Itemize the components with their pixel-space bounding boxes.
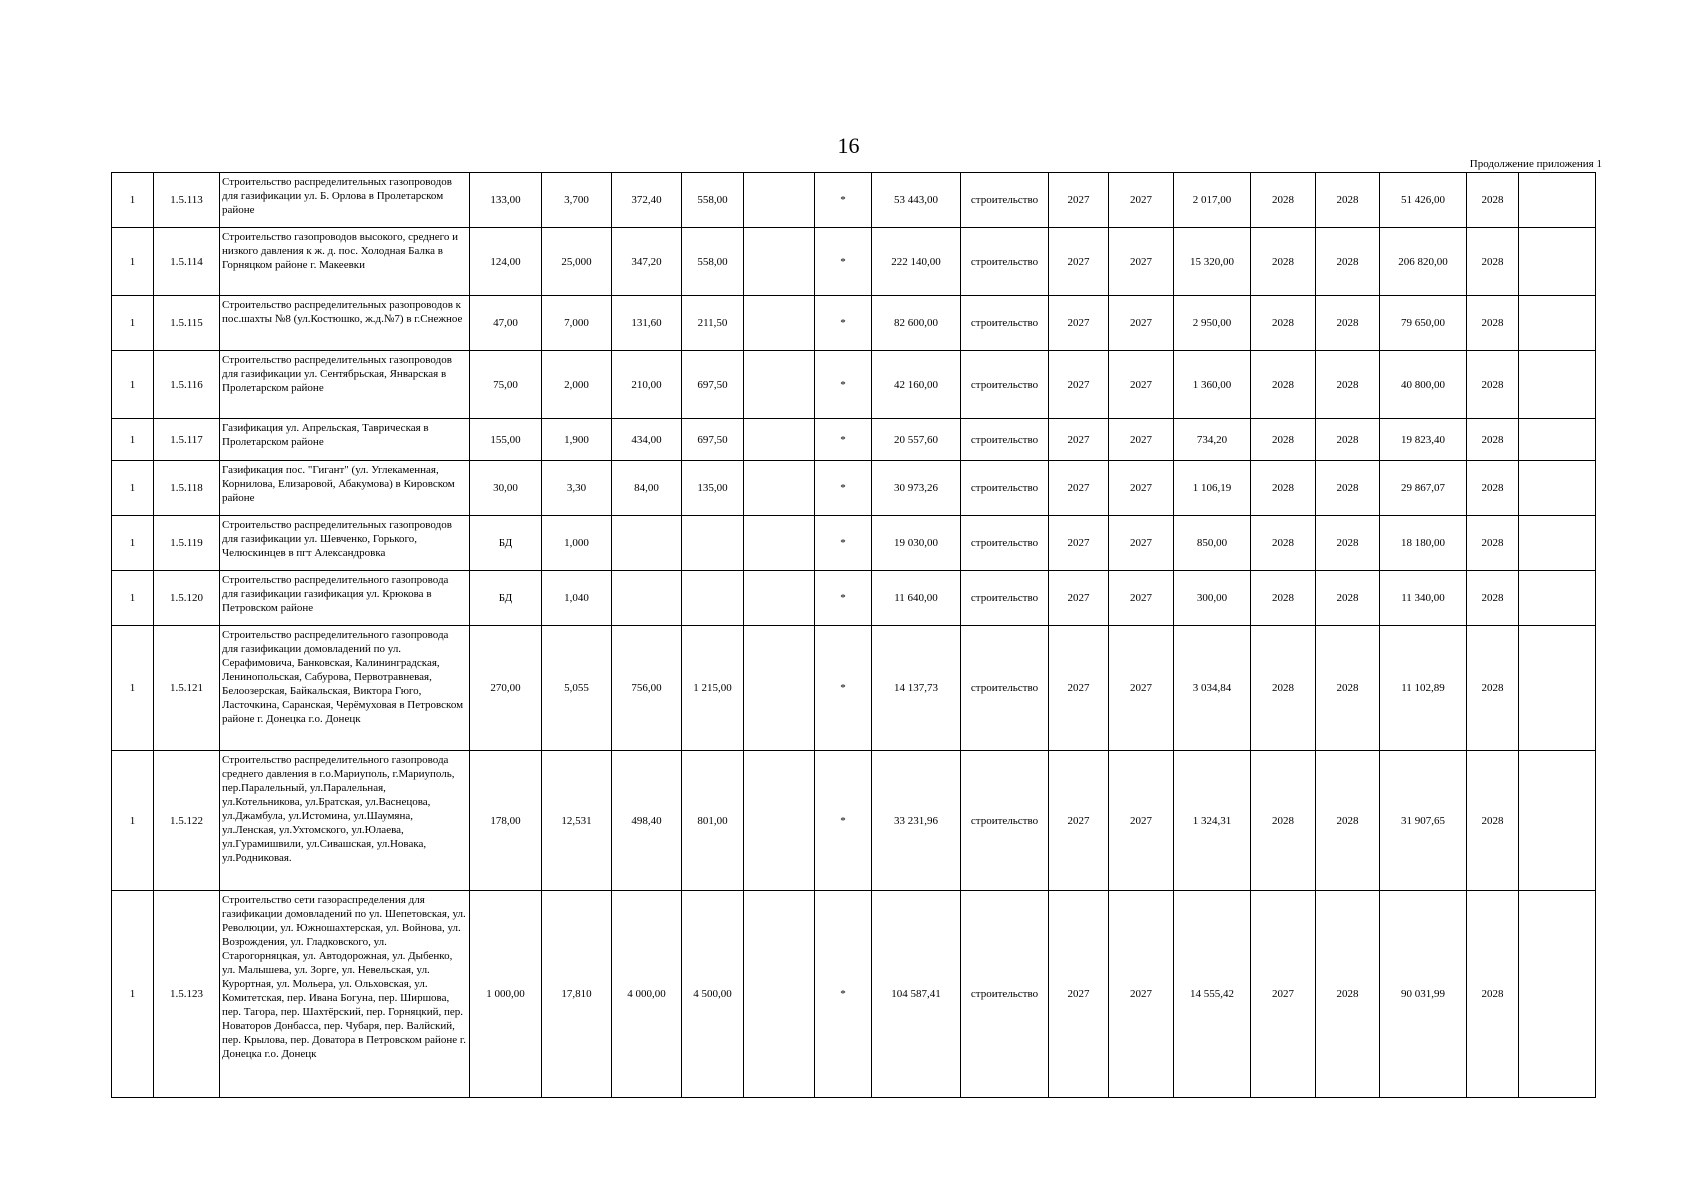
col-6-value: 210,00 <box>612 351 682 419</box>
stage-2-cost: 29 867,07 <box>1380 461 1467 516</box>
stage-1-start: 2028 <box>1251 296 1316 351</box>
remarks <box>1519 571 1596 626</box>
end-year: 2027 <box>1109 228 1174 296</box>
start-year: 2027 <box>1049 351 1109 419</box>
stage-2-cost: 90 031,99 <box>1380 891 1467 1098</box>
total-cost: 82 600,00 <box>872 296 961 351</box>
end-year: 2027 <box>1109 891 1174 1098</box>
end-year: 2027 <box>1109 751 1174 891</box>
end-year: 2027 <box>1109 173 1174 228</box>
stage-1-cost: 2 017,00 <box>1174 173 1251 228</box>
stage-1-cost: 1 106,19 <box>1174 461 1251 516</box>
completion-year: 2028 <box>1467 626 1519 751</box>
start-year: 2027 <box>1049 571 1109 626</box>
total-cost: 104 587,41 <box>872 891 961 1098</box>
col-7-value: 558,00 <box>682 173 744 228</box>
col-4-value: 155,00 <box>470 419 542 461</box>
row-index: 1 <box>112 461 154 516</box>
length-km: 17,810 <box>542 891 612 1098</box>
stage-1-cost: 1 360,00 <box>1174 351 1251 419</box>
completion-year: 2028 <box>1467 351 1519 419</box>
object-code: 1.5.120 <box>154 571 220 626</box>
work-type: строительство <box>961 461 1049 516</box>
col-4-value: 47,00 <box>470 296 542 351</box>
total-cost: 11 640,00 <box>872 571 961 626</box>
col-6-value: 372,40 <box>612 173 682 228</box>
start-year: 2027 <box>1049 419 1109 461</box>
col-4-value: 1 000,00 <box>470 891 542 1098</box>
col-7-value: 4 500,00 <box>682 891 744 1098</box>
object-description: Газификация ул. Апрельская, Таврическая в Пролетарском районе <box>220 419 470 461</box>
col-8-value <box>744 571 815 626</box>
stage-2-cost: 79 650,00 <box>1380 296 1467 351</box>
start-year: 2027 <box>1049 891 1109 1098</box>
start-year: 2027 <box>1049 516 1109 571</box>
col-8-value <box>744 626 815 751</box>
col-6-value: 498,40 <box>612 751 682 891</box>
col-8-value <box>744 461 815 516</box>
row-index: 1 <box>112 516 154 571</box>
col-6-value <box>612 516 682 571</box>
marker: * <box>815 296 872 351</box>
length-km: 1,000 <box>542 516 612 571</box>
stage-2-cost: 11 340,00 <box>1380 571 1467 626</box>
object-description: Строительство распределительного газопровода для газификации газификация ул. Крюкова в Петровском районе <box>220 571 470 626</box>
stage-1-end: 2028 <box>1316 626 1380 751</box>
work-type: строительство <box>961 571 1049 626</box>
stage-1-end: 2028 <box>1316 419 1380 461</box>
end-year: 2027 <box>1109 571 1174 626</box>
object-code: 1.5.121 <box>154 626 220 751</box>
stage-1-cost: 1 324,31 <box>1174 751 1251 891</box>
marker: * <box>815 228 872 296</box>
col-7-value: 697,50 <box>682 419 744 461</box>
total-cost: 33 231,96 <box>872 751 961 891</box>
length-km: 2,000 <box>542 351 612 419</box>
stage-1-cost: 15 320,00 <box>1174 228 1251 296</box>
stage-1-end: 2028 <box>1316 571 1380 626</box>
start-year: 2027 <box>1049 296 1109 351</box>
stage-1-start: 2028 <box>1251 516 1316 571</box>
length-km: 5,055 <box>542 626 612 751</box>
stage-1-start: 2028 <box>1251 173 1316 228</box>
table-row <box>112 419 1596 461</box>
row-index: 1 <box>112 751 154 891</box>
col-6-value: 434,00 <box>612 419 682 461</box>
stage-2-cost: 51 426,00 <box>1380 173 1467 228</box>
length-km: 3,30 <box>542 461 612 516</box>
length-km: 1,040 <box>542 571 612 626</box>
col-6-value: 131,60 <box>612 296 682 351</box>
length-km: 7,000 <box>542 296 612 351</box>
table-row <box>112 571 1596 626</box>
remarks <box>1519 296 1596 351</box>
stage-2-cost: 19 823,40 <box>1380 419 1467 461</box>
marker: * <box>815 351 872 419</box>
object-description: Строительство распределительного газопровода для газификации домовладений по ул. Серафимовича, Банковская, Калининградская, Ленинопольская, Сабурова, Первотравневая, Белоозерская, Байкальская, Виктора Гюго, Ласточкина, Саранская, Черёмуховая в Петровском районе г. Донецка г.о. Донецк <box>220 626 470 751</box>
col-6-value: 84,00 <box>612 461 682 516</box>
work-type: строительство <box>961 228 1049 296</box>
col-7-value <box>682 571 744 626</box>
stage-2-cost: 206 820,00 <box>1380 228 1467 296</box>
end-year: 2027 <box>1109 626 1174 751</box>
table-row <box>112 296 1596 351</box>
object-description: Строительство распределительных газопроводов для газификации ул. Шевченко, Горького, Челюскинцев в пгт Александровка <box>220 516 470 571</box>
stage-1-start: 2028 <box>1251 419 1316 461</box>
stage-1-start: 2028 <box>1251 228 1316 296</box>
start-year: 2027 <box>1049 626 1109 751</box>
row-index: 1 <box>112 296 154 351</box>
row-index: 1 <box>112 351 154 419</box>
start-year: 2027 <box>1049 228 1109 296</box>
stage-2-cost: 40 800,00 <box>1380 351 1467 419</box>
col-7-value: 211,50 <box>682 296 744 351</box>
stage-2-cost: 31 907,65 <box>1380 751 1467 891</box>
stage-1-end: 2028 <box>1316 228 1380 296</box>
marker: * <box>815 571 872 626</box>
work-type: строительство <box>961 296 1049 351</box>
object-description: Строительство распределительных газопроводов для газификации ул. Б. Орлова в Пролетарском районе <box>220 173 470 228</box>
stage-1-cost: 734,20 <box>1174 419 1251 461</box>
col-8-value <box>744 173 815 228</box>
row-index: 1 <box>112 419 154 461</box>
stage-1-cost: 2 950,00 <box>1174 296 1251 351</box>
col-4-value: 124,00 <box>470 228 542 296</box>
object-code: 1.5.113 <box>154 173 220 228</box>
completion-year: 2028 <box>1467 571 1519 626</box>
object-description: Строительство распределительных разопроводов к пос.шахты №8 (ул.Костюшко, ж.д.№7) в г.Снежное <box>220 296 470 351</box>
remarks <box>1519 751 1596 891</box>
total-cost: 14 137,73 <box>872 626 961 751</box>
col-8-value <box>744 516 815 571</box>
stage-1-cost: 850,00 <box>1174 516 1251 571</box>
completion-year: 2028 <box>1467 516 1519 571</box>
total-cost: 53 443,00 <box>872 173 961 228</box>
completion-year: 2028 <box>1467 891 1519 1098</box>
remarks <box>1519 516 1596 571</box>
col-7-value: 558,00 <box>682 228 744 296</box>
marker: * <box>815 461 872 516</box>
row-index: 1 <box>112 173 154 228</box>
table-row <box>112 516 1596 571</box>
length-km: 12,531 <box>542 751 612 891</box>
stage-1-start: 2028 <box>1251 571 1316 626</box>
col-6-value: 4 000,00 <box>612 891 682 1098</box>
stage-1-end: 2028 <box>1316 296 1380 351</box>
col-6-value <box>612 571 682 626</box>
object-code: 1.5.122 <box>154 751 220 891</box>
continuation-note: Продолжение приложения 1 <box>1469 158 1602 170</box>
table-row <box>112 228 1596 296</box>
end-year: 2027 <box>1109 461 1174 516</box>
remarks <box>1519 228 1596 296</box>
end-year: 2027 <box>1109 419 1174 461</box>
object-description: Газификация пос. "Гигант" (ул. Углекаменная, Корнилова, Елизаровой, Абакумова) в Кировском районе <box>220 461 470 516</box>
work-type: строительство <box>961 173 1049 228</box>
stage-1-cost: 3 034,84 <box>1174 626 1251 751</box>
page-number: 16 <box>837 133 860 158</box>
completion-year: 2028 <box>1467 461 1519 516</box>
start-year: 2027 <box>1049 751 1109 891</box>
work-type: строительство <box>961 891 1049 1098</box>
remarks <box>1519 173 1596 228</box>
col-8-value <box>744 351 815 419</box>
total-cost: 19 030,00 <box>872 516 961 571</box>
remarks <box>1519 351 1596 419</box>
work-type: строительство <box>961 351 1049 419</box>
table-row <box>112 626 1596 751</box>
total-cost: 30 973,26 <box>872 461 961 516</box>
object-description: Строительство распределительного газопровода среднего давления в г.о.Мариуполь, г.Мариуполь, пер.Паралельный, ул.Паралельная, ул.Котельникова, ул.Братская, ул.Васнецова, ул.Джамбула, ул.Истомина, ул.Шаумяна, ул.Ленская, ул.Ухтомского, ул.Юлаева, ул.Гурамишвили, ул.Сивашская, ул.Новака, ул.Родниковая. <box>220 751 470 891</box>
object-code: 1.5.119 <box>154 516 220 571</box>
total-cost: 222 140,00 <box>872 228 961 296</box>
row-index: 1 <box>112 571 154 626</box>
col-6-value: 756,00 <box>612 626 682 751</box>
col-4-value: 270,00 <box>470 626 542 751</box>
row-index: 1 <box>112 626 154 751</box>
col-7-value <box>682 516 744 571</box>
remarks <box>1519 891 1596 1098</box>
work-type: строительство <box>961 626 1049 751</box>
stage-1-cost: 300,00 <box>1174 571 1251 626</box>
object-code: 1.5.118 <box>154 461 220 516</box>
col-8-value <box>744 296 815 351</box>
object-code: 1.5.123 <box>154 891 220 1098</box>
marker: * <box>815 626 872 751</box>
object-code: 1.5.116 <box>154 351 220 419</box>
stage-1-start: 2028 <box>1251 626 1316 751</box>
work-type: строительство <box>961 751 1049 891</box>
length-km: 25,000 <box>542 228 612 296</box>
col-7-value: 801,00 <box>682 751 744 891</box>
col-8-value <box>744 228 815 296</box>
col-7-value: 1 215,00 <box>682 626 744 751</box>
start-year: 2027 <box>1049 461 1109 516</box>
work-type: строительство <box>961 419 1049 461</box>
object-description: Строительство распределительных газопроводов для газификации ул. Сентябрьская, Январская в Пролетарском районе <box>220 351 470 419</box>
stage-1-end: 2028 <box>1316 173 1380 228</box>
work-type: строительство <box>961 516 1049 571</box>
stage-1-end: 2028 <box>1316 516 1380 571</box>
col-4-value: 178,00 <box>470 751 542 891</box>
row-index: 1 <box>112 891 154 1098</box>
stage-2-cost: 11 102,89 <box>1380 626 1467 751</box>
stage-1-start: 2028 <box>1251 351 1316 419</box>
col-8-value <box>744 419 815 461</box>
stage-2-cost: 18 180,00 <box>1380 516 1467 571</box>
table-row <box>112 461 1596 516</box>
stage-1-end: 2028 <box>1316 461 1380 516</box>
col-7-value: 135,00 <box>682 461 744 516</box>
stage-1-end: 2028 <box>1316 351 1380 419</box>
object-code: 1.5.114 <box>154 228 220 296</box>
col-8-value <box>744 751 815 891</box>
remarks <box>1519 461 1596 516</box>
completion-year: 2028 <box>1467 228 1519 296</box>
total-cost: 42 160,00 <box>872 351 961 419</box>
object-code: 1.5.115 <box>154 296 220 351</box>
col-6-value: 347,20 <box>612 228 682 296</box>
completion-year: 2028 <box>1467 173 1519 228</box>
remarks <box>1519 419 1596 461</box>
table-row <box>112 751 1596 891</box>
table-row <box>112 891 1596 1098</box>
stage-1-cost: 14 555,42 <box>1174 891 1251 1098</box>
marker: * <box>815 516 872 571</box>
col-4-value: 133,00 <box>470 173 542 228</box>
object-description: Строительство газопроводов высокого, среднего и низкого давления к ж. д. пос. Холодная Балка в Горняцком районе г. Макеевки <box>220 228 470 296</box>
start-year: 2027 <box>1049 173 1109 228</box>
marker: * <box>815 173 872 228</box>
object-code: 1.5.117 <box>154 419 220 461</box>
end-year: 2027 <box>1109 351 1174 419</box>
length-km: 3,700 <box>542 173 612 228</box>
table-row <box>112 351 1596 419</box>
col-4-value: БД <box>470 516 542 571</box>
total-cost: 20 557,60 <box>872 419 961 461</box>
marker: * <box>815 419 872 461</box>
col-8-value <box>744 891 815 1098</box>
completion-year: 2028 <box>1467 296 1519 351</box>
end-year: 2027 <box>1109 516 1174 571</box>
marker: * <box>815 891 872 1098</box>
object-description: Строительство сети газораспределения для газификации домовладений по ул. Шепетовская, ул. Революции, ул. Южношахтерская, ул. Войнова, ул. Возрождения, ул. Гладковского, ул. Старогорняцкая, ул. Автодорожная, ул. Дыбенко, ул. Малышева, ул. Зорге, ул. Невельская, ул. Курортная, ул. Мольера, ул. Ольховская, ул. Комитетская, пер. Ивана Богуна, пер. Ширшова, пер. Тагора, пер. Шахтёрский, пер. Горняцкий, пер. Новаторов Донбасса, пер. Чубаря, пер. Валйский, пер. Крылова, пер. Доватора в Петровском районе г. Донецка г.о. Донецк <box>220 891 470 1098</box>
col-4-value: 75,00 <box>470 351 542 419</box>
stage-1-end: 2028 <box>1316 891 1380 1098</box>
col-7-value: 697,50 <box>682 351 744 419</box>
table-row <box>112 173 1596 228</box>
appendix-table <box>111 172 1596 1098</box>
stage-1-start: 2027 <box>1251 891 1316 1098</box>
completion-year: 2028 <box>1467 751 1519 891</box>
marker: * <box>815 751 872 891</box>
completion-year: 2028 <box>1467 419 1519 461</box>
stage-1-start: 2028 <box>1251 751 1316 891</box>
row-index: 1 <box>112 228 154 296</box>
end-year: 2027 <box>1109 296 1174 351</box>
col-4-value: 30,00 <box>470 461 542 516</box>
stage-1-start: 2028 <box>1251 461 1316 516</box>
length-km: 1,900 <box>542 419 612 461</box>
col-4-value: БД <box>470 571 542 626</box>
stage-1-end: 2028 <box>1316 751 1380 891</box>
remarks <box>1519 626 1596 751</box>
